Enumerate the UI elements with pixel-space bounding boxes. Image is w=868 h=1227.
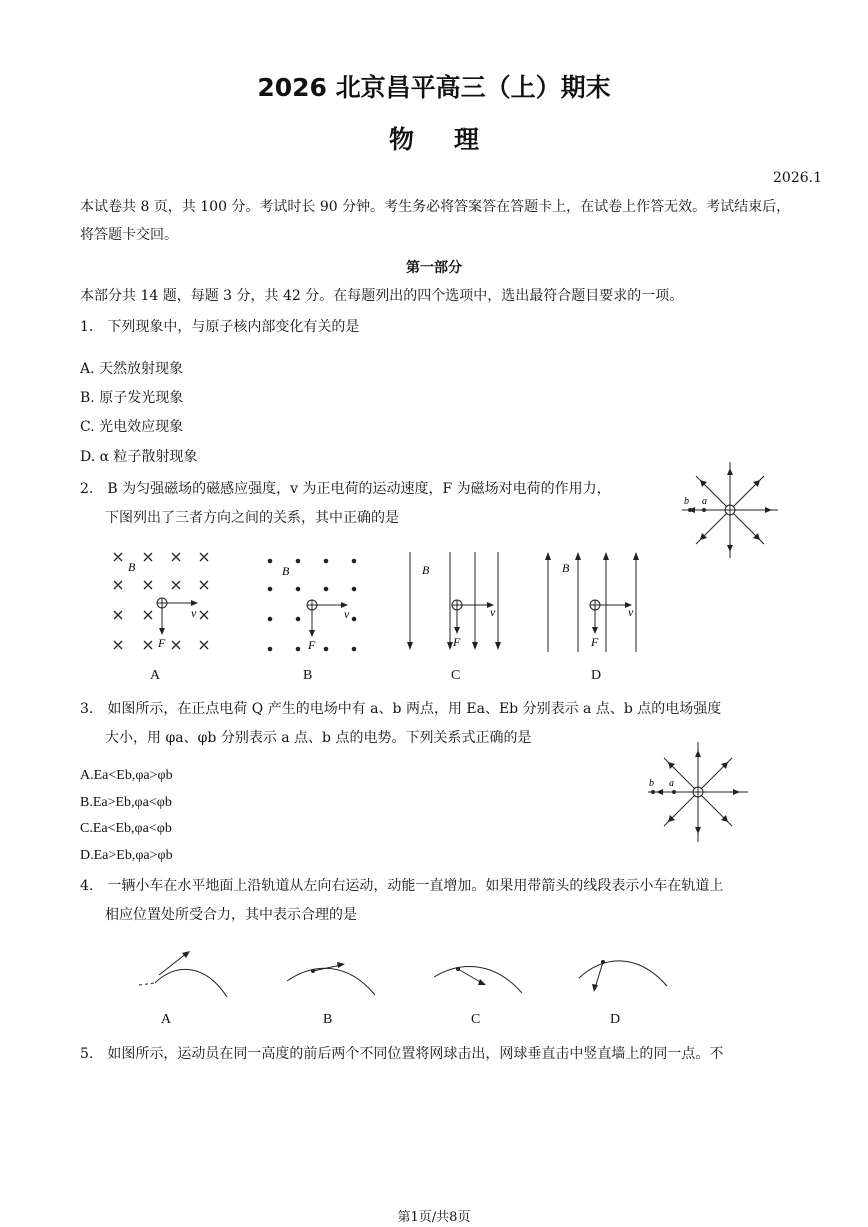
- q2a-b-label: B: [128, 560, 136, 574]
- question-1-option-c: C. 光电效应现象: [80, 419, 184, 435]
- q2b-v-label: v: [344, 607, 350, 621]
- question-2-stem-line1: 2. B 为匀强磁场的磁感应强度，v 为正电荷的运动速度，F 为磁场对电荷的作用力，: [80, 481, 611, 497]
- exam-intro: 本试卷共 8 页，共 100 分。考试时长 90 分钟。考生务必将答案答在答题卡上，在试卷上作答无效。考试结束后，将答题卡交回。: [80, 199, 791, 243]
- point-charge-field-figure-top: [680, 460, 780, 560]
- q2d-b-label: B: [562, 561, 570, 575]
- question-2-label-d: D: [591, 668, 602, 683]
- question-1-option-a: A. 天然放射现象: [80, 361, 184, 377]
- question-4-stem-line1: 4. 一辆小车在水平地面上沿轨道从左向右运动，动能一直增加。如果用带箭头的线段表示小车在轨道上: [80, 878, 724, 894]
- point-b-label: b: [649, 778, 654, 789]
- q2c-b-label: B: [422, 563, 430, 577]
- subject-title: 物理: [388, 125, 519, 154]
- q2d-f-label: F: [591, 635, 599, 649]
- question-1-option-d: D. α 粒子散射现象: [80, 449, 198, 465]
- exam-title: 2026 北京昌平高三（上）期末: [257, 73, 611, 102]
- question-4-figure-b: [283, 955, 383, 1001]
- question-2-stem-line2: 下图列出了三者方向之间的关系，其中正确的是: [105, 510, 399, 526]
- question-3-option-a: A.Ea<Eb,φa>φb: [80, 768, 173, 783]
- point-charge-field-figure: [648, 740, 748, 844]
- question-2-figure-b: [260, 555, 370, 655]
- q2a-f-label: F: [158, 636, 166, 650]
- question-3-option-d: D.Ea>Eb,φa>φb: [80, 848, 173, 863]
- question-4-figure-c: [430, 955, 530, 1001]
- question-2-label-b: B: [303, 668, 313, 683]
- question-2-label-a: A: [150, 668, 161, 683]
- q2c-v-label: v: [490, 605, 496, 619]
- exam-date: 2026.1: [773, 170, 822, 186]
- question-1-option-b: B. 原子发光现象: [80, 390, 184, 406]
- question-4-stem-line2: 相应位置处所受合力，其中表示合理的是: [105, 907, 357, 923]
- point-a-label: a: [669, 778, 674, 789]
- question-2-label-c: C: [451, 668, 461, 683]
- point-b-label-top: b: [684, 496, 689, 507]
- question-3-stem-line1: 3. 如图所示，在正点电荷 Q 产生的电场中有 a、b 两点，用 Ea、Eb 分别表示 a 点、b 点的电场强度: [80, 701, 722, 717]
- part-heading: 第一部分: [406, 260, 462, 276]
- question-2-figure-c: [400, 550, 510, 655]
- part-instructions: 本部分共 14 题，每题 3 分，共 42 分。在每题列出的四个选项中，选出最符合题目要求的一项。: [80, 288, 684, 304]
- question-4-figure-d: [575, 950, 675, 1000]
- page-number: 第1页/共8页: [397, 1210, 471, 1225]
- question-2-figure-a: [108, 545, 218, 655]
- point-a-label-top: a: [702, 496, 707, 507]
- question-4-label-a: A: [161, 1012, 172, 1027]
- question-2-figure-d: [540, 548, 650, 655]
- question-4-figure-a: [135, 945, 235, 1001]
- q2b-f-label: F: [308, 638, 316, 652]
- q2a-v-label: v: [191, 606, 197, 620]
- question-4-label-d: D: [610, 1012, 621, 1027]
- question-3-stem-line2: 大小，用 φa、φb 分别表示 a 点、b 点的电势。下列关系式正确的是: [105, 730, 532, 746]
- question-5-stem: 5. 如图所示，运动员在同一高度的前后两个不同位置将网球击出，网球垂直击中竖直墙上的同一点。不: [80, 1046, 724, 1062]
- question-3-option-b: B.Ea>Eb,φa<φb: [80, 795, 172, 810]
- question-4-label-c: C: [471, 1012, 481, 1027]
- q2c-f-label: F: [453, 635, 461, 649]
- question-3-option-c: C.Ea<Eb,φa<φb: [80, 821, 172, 836]
- question-4-label-b: B: [323, 1012, 333, 1027]
- q2b-b-label: B: [282, 564, 290, 578]
- question-1-stem: 1. 下列现象中，与原子核内部变化有关的是: [80, 319, 360, 335]
- q2d-v-label: v: [628, 605, 634, 619]
